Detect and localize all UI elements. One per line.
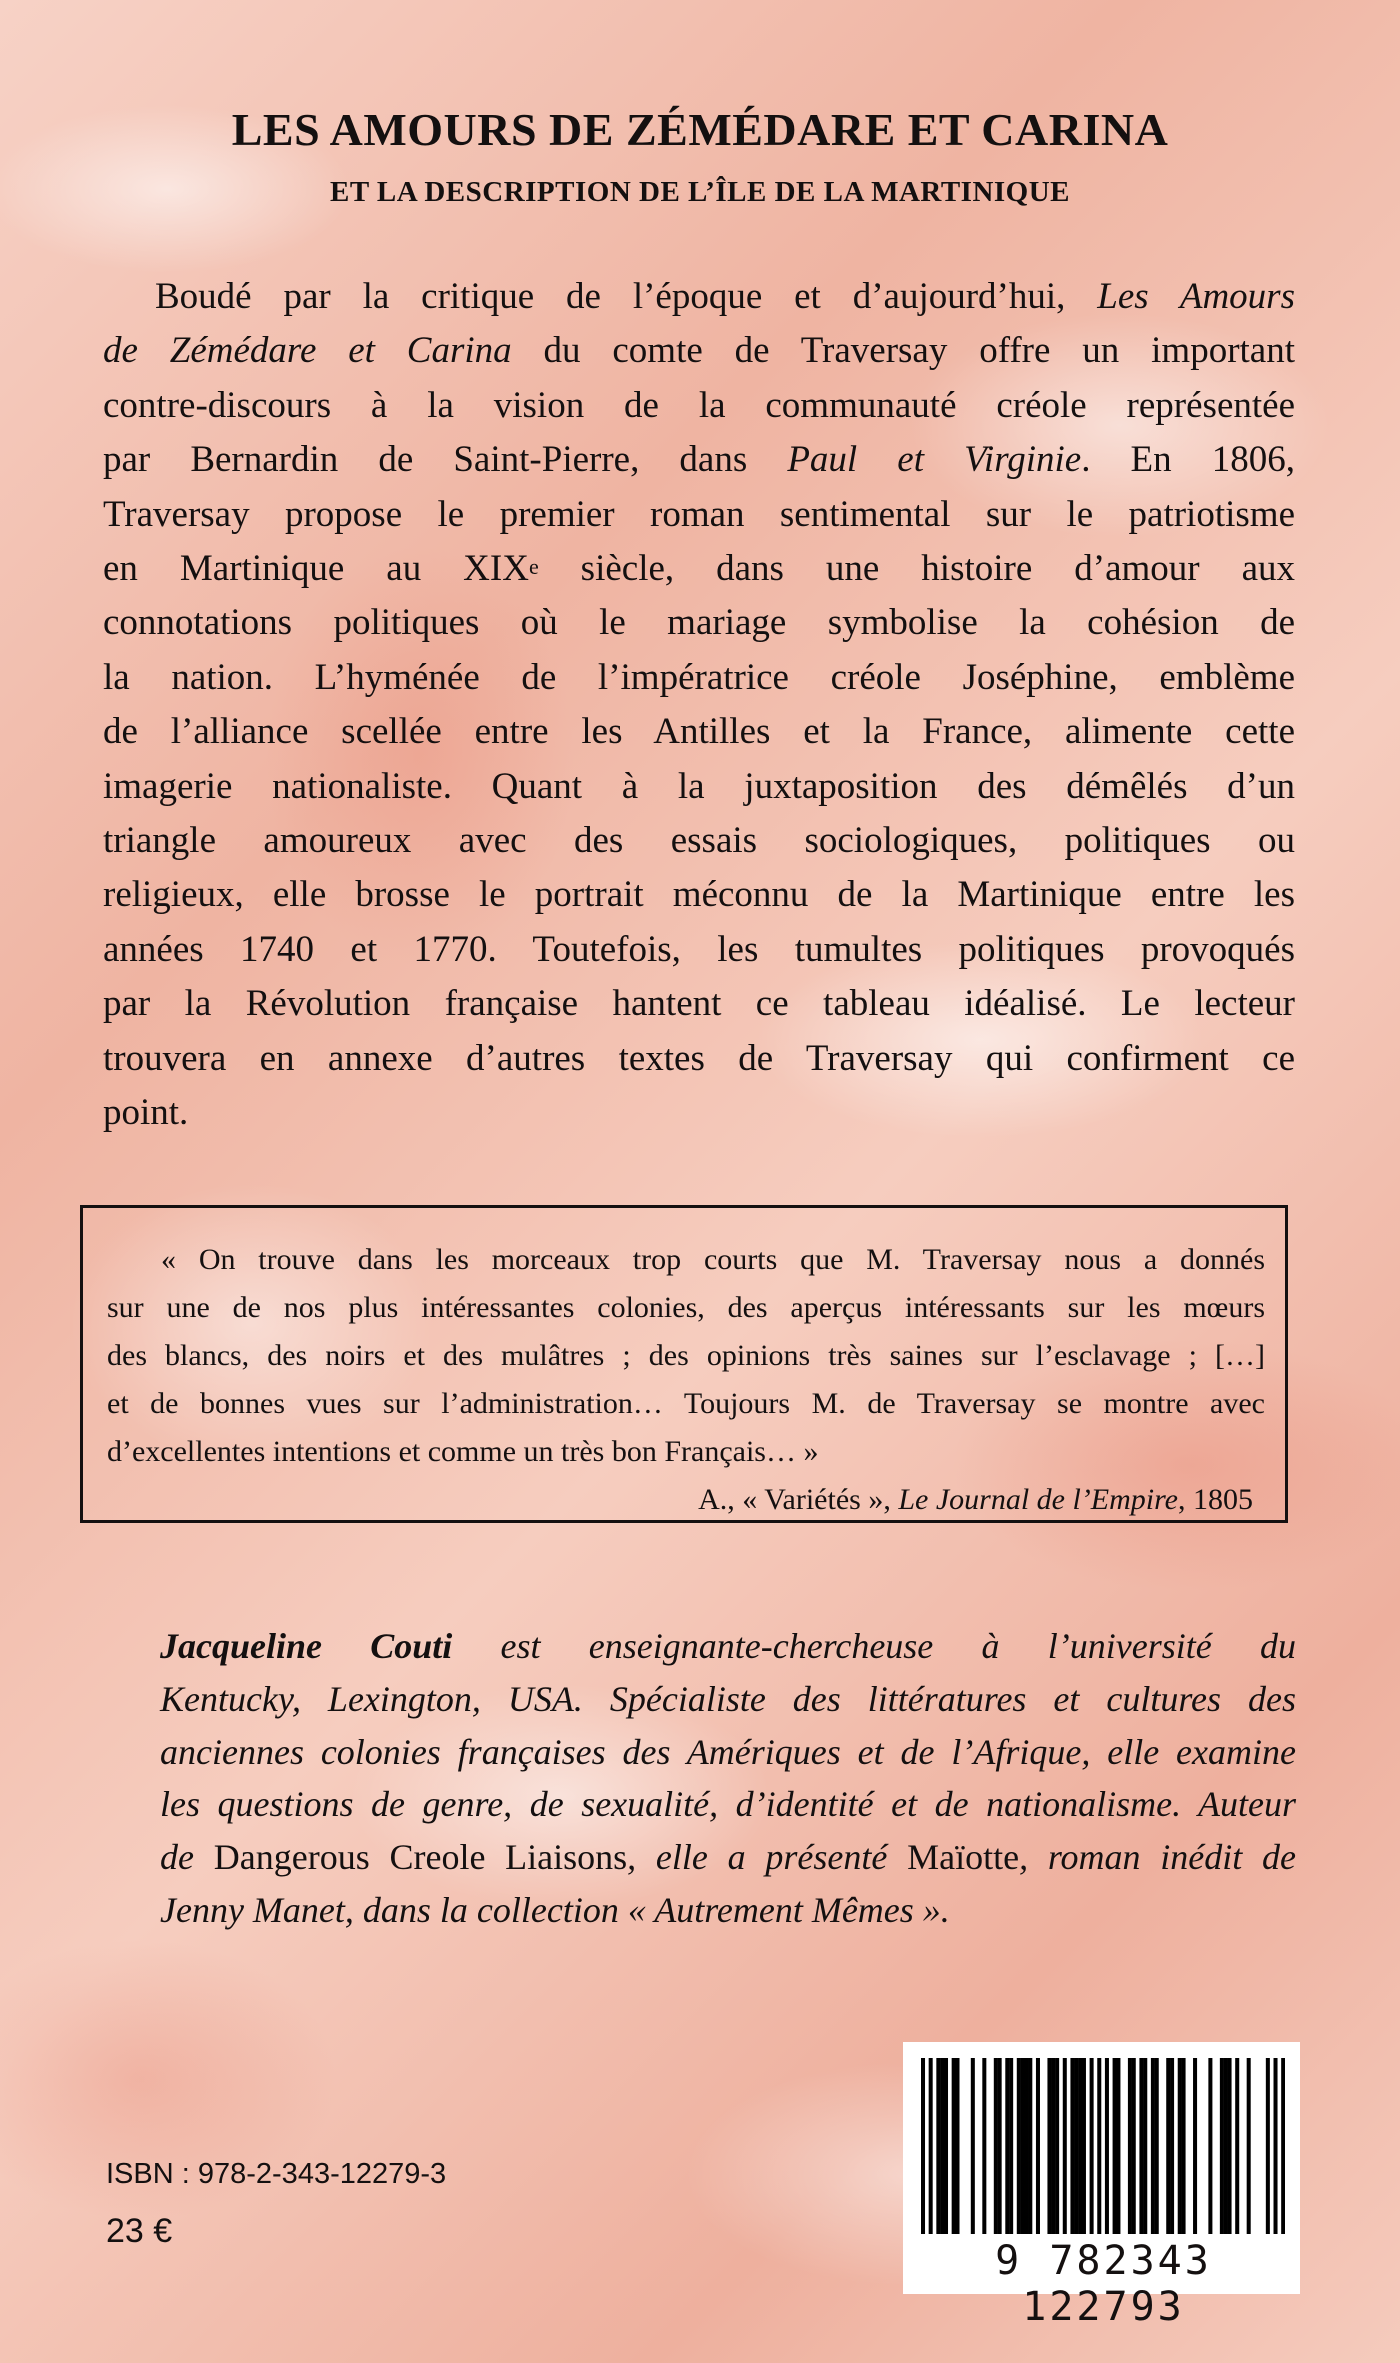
barcode-bar xyxy=(1151,2058,1155,2234)
bio-line: Kentucky, Lexington, USA. Spécialiste des littératures et cultures des xyxy=(160,1678,1296,1719)
quote-line: « On trouve dans les morceaux trop courts que M. Traversay nous a donnés xyxy=(161,1243,1265,1276)
barcode-bar xyxy=(1235,2058,1239,2234)
quote-line: sur une de nos plus intéressantes colonies, des aperçus intéressants sur les mœurs xyxy=(107,1291,1265,1324)
barcode xyxy=(903,2042,1300,2330)
barcode-bar xyxy=(1182,2058,1186,2234)
barcode-bar xyxy=(1178,2058,1182,2234)
summary-line: imagerie nationaliste. Quant à la juxtaposition des démêlés d’un xyxy=(103,765,1295,807)
summary-line: par Bernardin de Saint-Pierre, dans Paul et Virginie. En 1806, xyxy=(103,439,1295,481)
summary-line: en Martinique au XIXe siècle, dans une histoire d’amour aux xyxy=(103,548,1296,590)
summary-line: Boudé par la critique de l’époque et d’aujourd’hui, Les Amours xyxy=(155,276,1295,317)
barcode-bar xyxy=(1113,2058,1117,2234)
barcode-bar xyxy=(1193,2058,1197,2234)
barcode-bar xyxy=(1047,2058,1051,2234)
summary-line: la nation. L’hyménée de l’impératrice créole Joséphine, emblème xyxy=(103,656,1295,698)
barcode-bar xyxy=(1055,2058,1059,2234)
barcode-bar xyxy=(1036,2058,1040,2234)
author-name: Jacqueline Couti xyxy=(160,1626,453,1666)
barcode-bar xyxy=(1082,2058,1086,2234)
barcode-bar xyxy=(1228,2058,1232,2234)
barcode-bar xyxy=(1009,2058,1013,2234)
summary-line: connotations politiques où le mariage symbolise la cohésion de xyxy=(103,602,1295,644)
book-title: LES AMOURS DE ZÉMÉDARE ET CARINA xyxy=(231,104,1169,155)
summary-line: par la Révolution française hantent ce tableau idéalisé. Le lecteur xyxy=(103,983,1295,1025)
summary-line: de l’alliance scellée entre les Antilles et la France, alimente cette xyxy=(103,711,1295,753)
summary-line: années 1740 et 1770. Toutefois, les tumultes politiques provoqués xyxy=(103,928,1295,970)
summary-line: religieux, elle brosse le portrait méconnu de la Martinique entre les xyxy=(103,874,1295,916)
quote-source: A., « Variétés », Le Journal de l’Empire, 1805 xyxy=(698,1483,1253,1516)
barcode-bar xyxy=(936,2058,940,2234)
barcode-bar xyxy=(1024,2058,1028,2234)
barcode-bar xyxy=(1116,2058,1120,2234)
summary-line: contre-discours à la vision de la communauté créole représentée xyxy=(103,384,1295,426)
quote-line: des blancs, des noirs et des mulâtres ; des opinions très saines sur l’esclavage ; […] xyxy=(107,1339,1265,1372)
barcode-bar xyxy=(1017,2058,1021,2234)
quote-line: d’excellentes intentions et comme un très bon Français… » xyxy=(107,1435,819,1468)
barcode-bar xyxy=(971,2058,975,2234)
barcode-bar xyxy=(1208,2058,1212,2234)
quote-line: et de bonnes vues sur l’administration… Toujours M. de Traversay se montre avec xyxy=(107,1387,1265,1420)
summary-line: trouvera en annexe d’autres textes de Traversay qui confirment ce xyxy=(103,1037,1295,1079)
barcode-bar xyxy=(1097,2058,1101,2234)
barcode-bar xyxy=(1155,2058,1159,2234)
barcode-bar xyxy=(1105,2058,1109,2234)
barcode-bar xyxy=(1220,2058,1224,2234)
review-quote xyxy=(107,1236,1265,1524)
barcode-bar xyxy=(952,2058,956,2234)
summary-line: triangle amoureux avec des essais sociologiques, politiques ou xyxy=(103,820,1295,862)
summary-line: point. xyxy=(103,1092,189,1134)
barcode-digits: 9 782343 122793 xyxy=(995,2238,1212,2330)
barcode-bar xyxy=(921,2058,925,2234)
barcode-bar xyxy=(1070,2058,1074,2234)
barcode-bar xyxy=(1143,2058,1147,2234)
isbn-label: ISBN : 978-2-343-12279-3 xyxy=(106,2158,447,2190)
barcode-bar xyxy=(1078,2058,1082,2234)
barcode-bar xyxy=(1166,2058,1170,2234)
bio-line: Jenny Manet, dans la collection « Autrement Mêmes ». xyxy=(160,1889,950,1930)
review-quote-box xyxy=(80,1205,1288,1523)
barcode-bar xyxy=(1281,2058,1285,2234)
barcode-bar xyxy=(1274,2058,1278,2234)
barcode-bar xyxy=(955,2058,959,2234)
barcode-bar xyxy=(1132,2058,1136,2234)
barcode-bar xyxy=(998,2058,1002,2234)
barcode-bar xyxy=(1224,2058,1228,2234)
price-label: 23 € xyxy=(106,2212,173,2250)
barcode-bar xyxy=(929,2058,933,2234)
book-subtitle: ET LA DESCRIPTION DE L’ÎLE DE LA MARTINIQUE xyxy=(329,176,1071,208)
summary-line: de Zémédare et Carina du comte de Traversay offre un important xyxy=(103,330,1295,372)
barcode-bar xyxy=(1021,2058,1025,2234)
barcode-bar xyxy=(1128,2058,1132,2234)
barcode-bar xyxy=(1005,2058,1009,2234)
author-bio xyxy=(160,1620,1296,1937)
barcode-bar xyxy=(994,2058,998,2234)
barcode-bar xyxy=(1139,2058,1143,2234)
bio-line: les questions de genre, de sexualité, d’identité et de nationalisme. Auteur xyxy=(160,1784,1296,1825)
barcode-bar xyxy=(1090,2058,1094,2234)
barcode-bar xyxy=(1074,2058,1078,2234)
summary-paragraph xyxy=(103,270,1295,1141)
barcode-bar xyxy=(940,2058,944,2234)
barcode-bar xyxy=(944,2058,948,2234)
bio-line: Jacqueline Couti est enseignante-chercheuse à l’université du xyxy=(160,1626,1296,1666)
summary-line: Traversay propose le premier roman sentimental sur le patriotisme xyxy=(103,493,1295,535)
barcode-bar xyxy=(1028,2058,1032,2234)
bio-line: de Dangerous Creole Liaisons, elle a présenté Maïotte, roman inédit de xyxy=(160,1837,1297,1878)
barcode-bar xyxy=(1051,2058,1055,2234)
barcode-bar xyxy=(982,2058,986,2234)
barcode-bars xyxy=(921,2058,1285,2234)
bio-line: anciennes colonies françaises des Amériques et de l’Afrique, elle examine xyxy=(160,1731,1296,1772)
barcode-bar xyxy=(1063,2058,1067,2234)
barcode-bar xyxy=(1266,2058,1270,2234)
barcode-bar xyxy=(1247,2058,1251,2234)
barcode-bar xyxy=(1170,2058,1174,2234)
